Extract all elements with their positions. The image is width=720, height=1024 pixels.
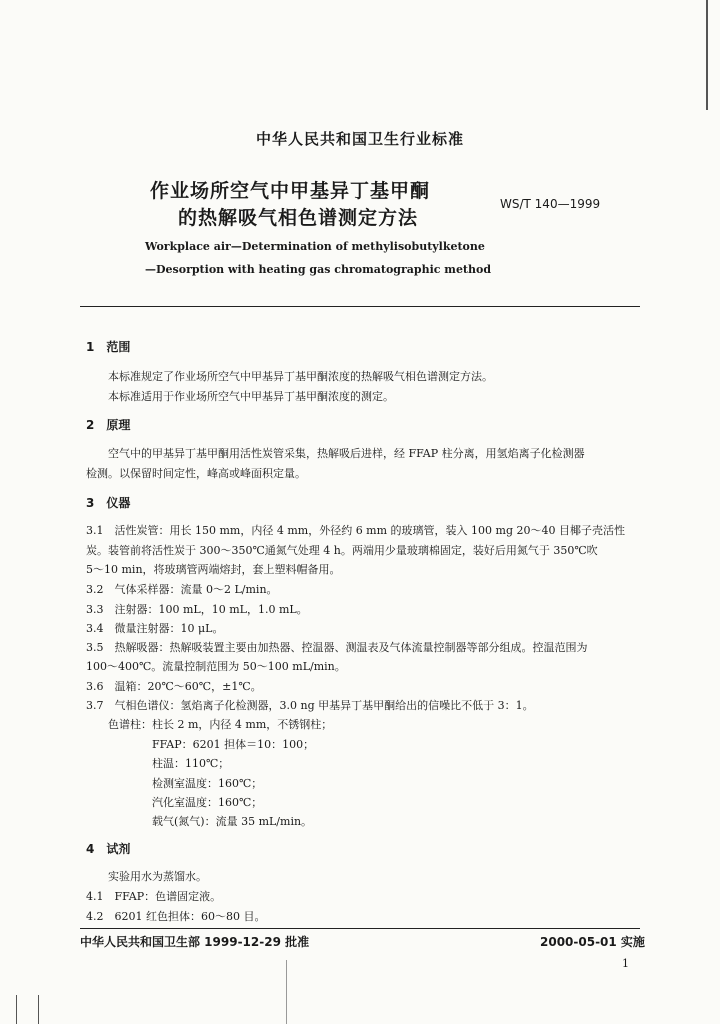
- paragraph: 本标准规定了作业场所空气中甲基异丁基甲酮浓度的热解吸气相色谱测定方法。: [108, 370, 493, 383]
- clause-3-6: 3.6 温箱：20℃～60℃，±1℃。: [86, 680, 262, 693]
- clause-3-2: 3.2 气体采样器：流量 0～2 L/min。: [86, 583, 278, 596]
- clause-3-3: 3.3 注射器：100 mL，10 mL，1.0 mL。: [86, 603, 308, 616]
- clause-4-2: 4.2 6201 红色担体：60～80 目。: [86, 910, 266, 923]
- clause-3-5-line-2: 100～400℃。流量控制范围为 50～100 mL/min。: [86, 660, 346, 673]
- clause-3-1-line-3: 5～10 min，将玻璃管两端熔封，套上塑料帽备用。: [86, 563, 341, 576]
- paragraph: 空气中的甲基异丁基甲酮用活性炭管采集，热解吸后进样，经 FFAP 柱分离，用氢焰离子化检测器: [108, 447, 585, 460]
- section-1-heading: 1 范围: [86, 340, 131, 354]
- column-condition: 载气(氮气)：流量 35 mL/min。: [152, 815, 313, 828]
- page-number: 1: [622, 957, 629, 970]
- footer-divider: [80, 928, 640, 929]
- issuing-organization: 中华人民共和国卫生行业标准: [255, 130, 464, 148]
- clause-4-1: 4.1 FFAP：色谱固定液。: [86, 890, 222, 903]
- standard-code: WS/T 140—1999: [500, 197, 601, 211]
- title-line-1: 作业场所空气中甲基异丁基甲酮: [150, 180, 431, 202]
- paragraph: 检测。以保留时间定性，峰高或峰面积定量。: [86, 467, 306, 480]
- scan-fold-mark: [286, 960, 287, 1024]
- scan-edge-mark: [16, 995, 17, 1024]
- clause-3-1-line-1: 3.1 活性炭管：用长 150 mm，内径 4 mm，外径约 6 mm 的玻璃管，装入 100 mg 20～40 目椰子壳活性: [86, 524, 625, 537]
- english-title-line-1: Workplace air—Determination of methylisobutylketone: [145, 240, 485, 253]
- section-2-heading: 2 原理: [86, 418, 131, 432]
- column-condition: FFAP：6201 担体＝10：100；: [152, 738, 315, 751]
- clause-3-1-line-2: 炭。装管前将活性炭于 300～350℃通氮气处理 4 h。两端用少量玻璃棉固定，装好后用氮气于 350℃吹: [86, 544, 598, 557]
- clause-3-7: 3.7 气相色谱仪：氢焰离子化检测器，3.0 ng 甲基异丁基甲酮给出的信噪比不低于 3：1。: [86, 699, 534, 712]
- clause-3-4: 3.4 微量注射器：10 μL。: [86, 622, 224, 635]
- column-condition: 柱温：110℃；: [152, 757, 230, 770]
- english-title-line-2: —Desorption with heating gas chromatographic method: [145, 263, 492, 276]
- scan-edge-mark: [38, 995, 39, 1024]
- section-4-heading: 4 试剂: [86, 842, 131, 856]
- header-divider: [80, 306, 640, 307]
- approval-line: 中华人民共和国卫生部 1999-12-29 批准: [80, 935, 310, 949]
- section-3-heading: 3 仪器: [86, 496, 131, 510]
- column-condition: 汽化室温度：160℃；: [152, 796, 263, 809]
- clause-3-5-line-1: 3.5 热解吸器：热解吸装置主要由加热器、控温器、测温表及气体流量控制器等部分组成。控温范围为: [86, 641, 588, 654]
- paragraph: 本标准适用于作业场所空气中甲基异丁基甲酮浓度的测定。: [108, 390, 394, 403]
- column-condition: 检测室温度：160℃；: [152, 777, 263, 790]
- effective-date: 2000-05-01 实施: [540, 935, 645, 949]
- column-spec: 色谱柱：柱长 2 m，内径 4 mm，不锈钢柱；: [108, 718, 333, 731]
- scan-edge-mark: [706, 0, 708, 110]
- title-line-2: 的热解吸气相色谱测定方法: [178, 207, 419, 229]
- paragraph: 实验用水为蒸馏水。: [108, 870, 207, 883]
